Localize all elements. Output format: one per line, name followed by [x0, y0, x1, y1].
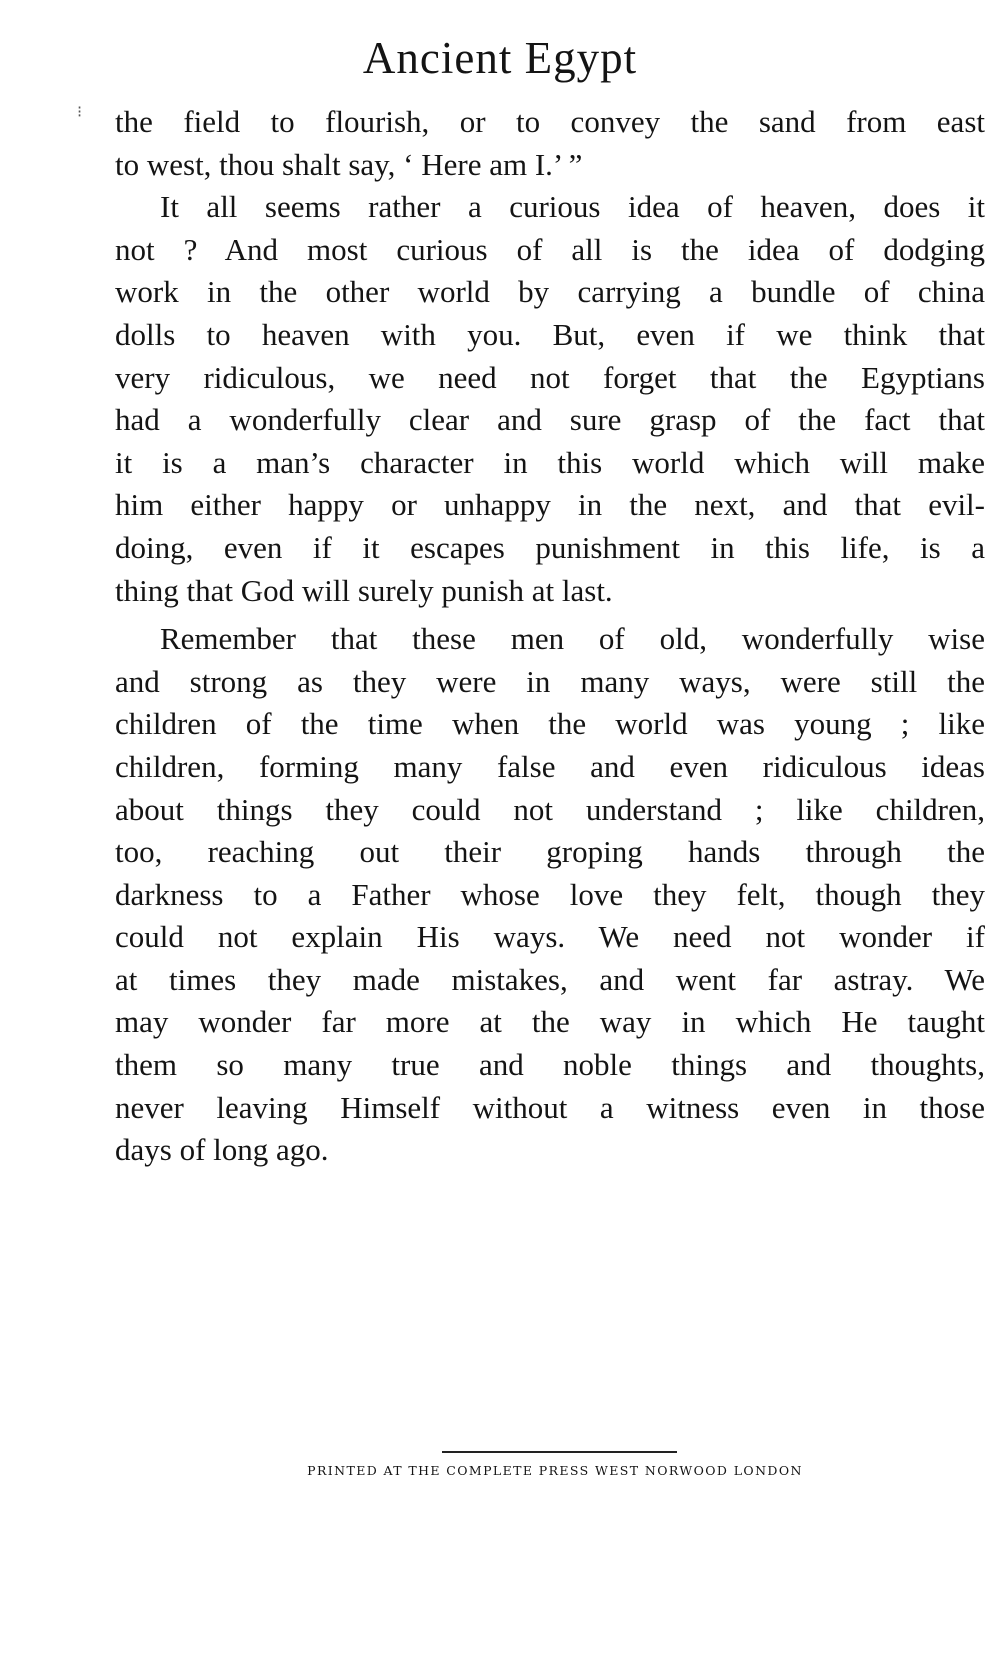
paragraph-2: [115, 186, 985, 612]
paragraph-3: [115, 618, 985, 1172]
text-line: them so many true and noble things and thoughts,: [115, 1047, 985, 1083]
text-line: thing that God will surely punish at last.: [115, 572, 613, 608]
text-line: at times they made mistakes, and went far astray. We: [115, 961, 985, 997]
body-text: [115, 101, 985, 1172]
text-line: too, reaching out their groping hands through the: [115, 834, 985, 870]
text-line: children, forming many false and even ridiculous ideas: [115, 748, 985, 784]
paragraph-1: [115, 101, 985, 186]
text-line: children of the time when the world was young ; like: [115, 706, 985, 742]
text-line: never leaving Himself without a witness even in those: [115, 1089, 985, 1125]
text-line: dolls to heaven with you. But, even if we think that: [115, 316, 985, 352]
text-line: It all seems rather a curious idea of heaven, does it: [160, 189, 985, 225]
text-line: had a wonderfully clear and sure grasp of the fact that: [115, 402, 985, 438]
text-line: to west, thou shalt say, ‘ Here am I.’ ”: [115, 146, 583, 182]
text-line: about things they could not understand ; like children,: [115, 791, 985, 827]
text-line: not ? And most curious of all is the idea of dodging: [115, 231, 985, 267]
text-line: and strong as they were in many ways, were still the: [115, 663, 985, 699]
footer-rule: [442, 1451, 677, 1453]
text-line: Remember that these men of old, wonderfully wise: [160, 621, 985, 657]
page-title: Ancient Egypt: [362, 33, 638, 83]
text-line: could not explain His ways. We need not wonder if: [115, 919, 985, 955]
text-line: very ridiculous, we need not forget that the Egyptians: [115, 359, 985, 395]
text-line: darkness to a Father whose love they felt, though they: [115, 876, 985, 912]
text-line: the field to flourish, or to convey the sand from east: [115, 104, 985, 139]
text-line: days of long ago.: [115, 1132, 329, 1168]
text-line: work in the other world by carrying a bundle of china: [115, 274, 985, 310]
text-line: him either happy or unhappy in the next, and that evil-: [115, 487, 985, 523]
text-line: may wonder far more at the way in which He taught: [115, 1004, 985, 1040]
margin-mark: ⁝: [77, 104, 83, 121]
text-line: doing, even if it escapes punishment in this life, is a: [115, 529, 985, 565]
text-line: it is a man’s character in this world which will make: [115, 444, 985, 480]
printer-imprint: PRINTED AT THE COMPLETE PRESS WEST NORWOOD LONDON: [307, 1463, 803, 1478]
